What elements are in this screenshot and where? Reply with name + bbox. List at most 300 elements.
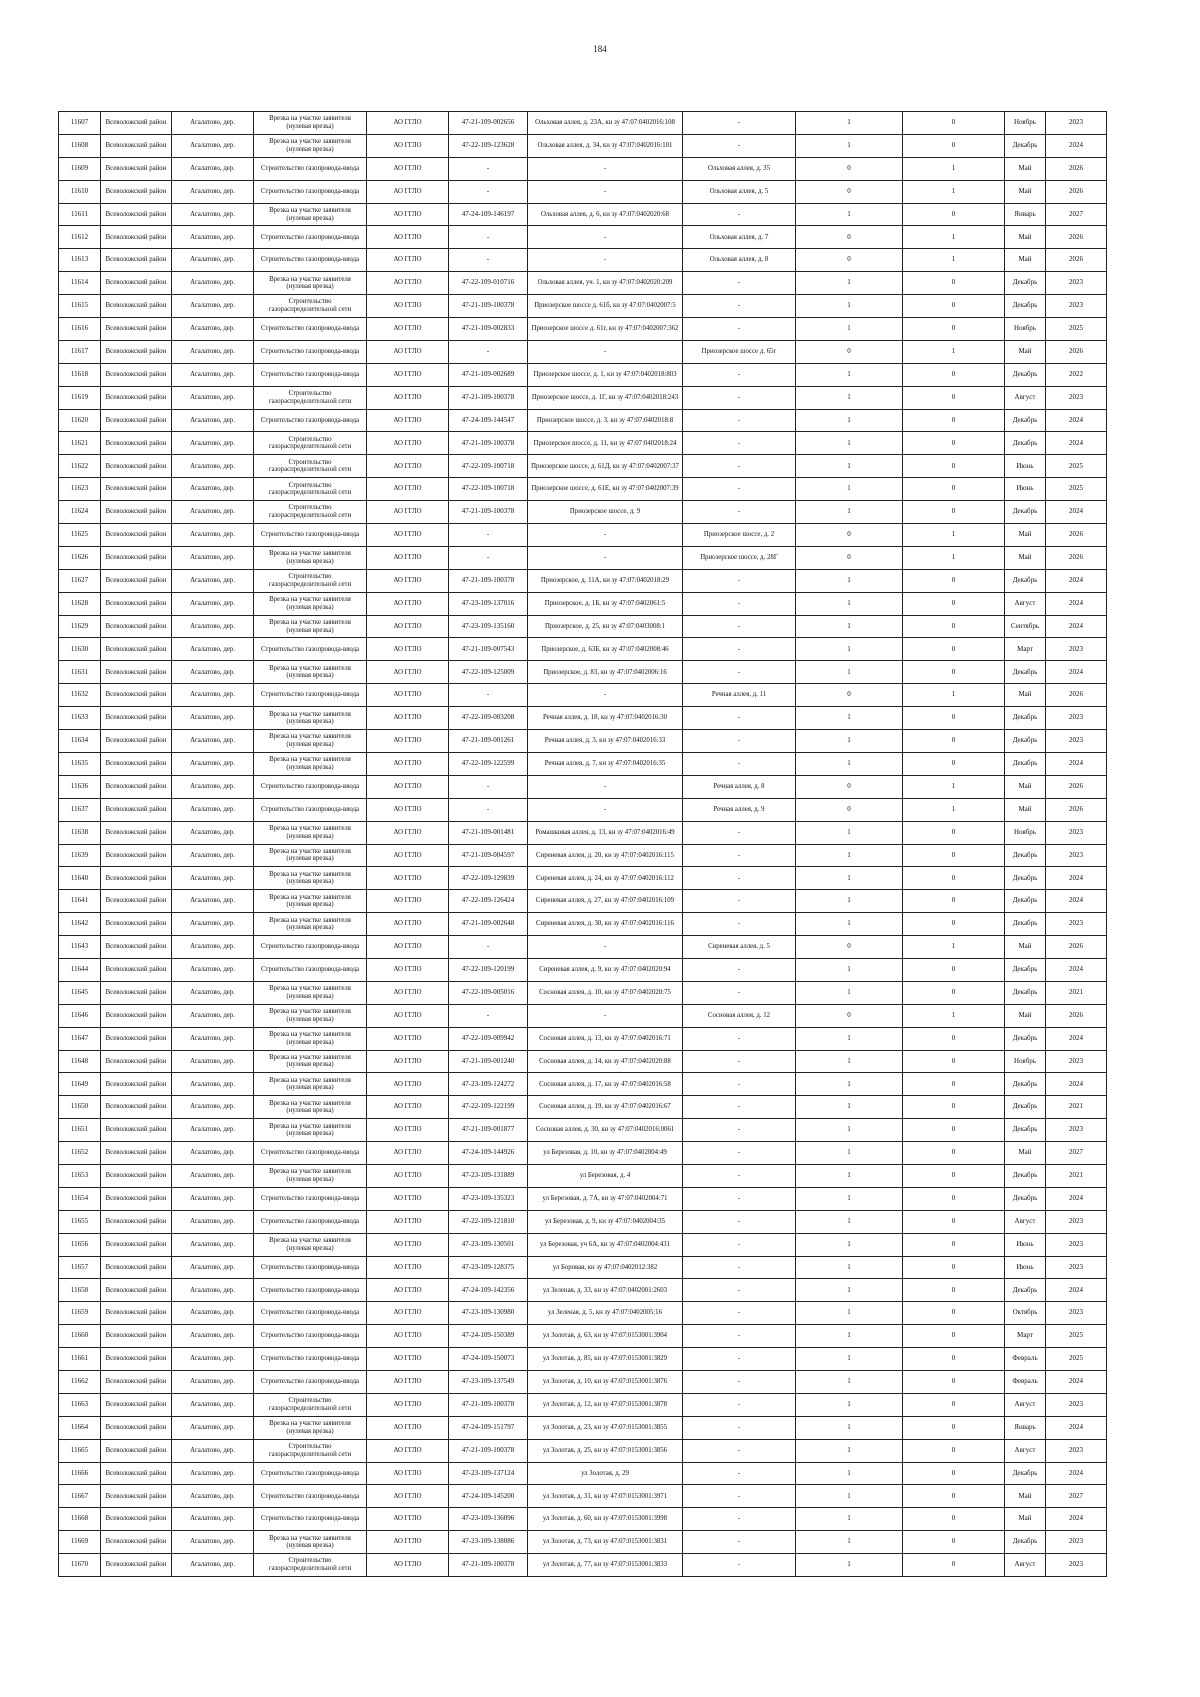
cell-month: Февраль xyxy=(1005,1370,1046,1393)
cell-planned-address: - xyxy=(683,203,796,226)
cell-count-existing: 0 xyxy=(796,936,903,959)
table-row xyxy=(59,386,1107,409)
cell-count-existing: 1 xyxy=(796,1370,903,1393)
cell-count-planned: 0 xyxy=(903,638,1005,661)
cell-row-number: 11617 xyxy=(59,340,101,363)
cell-row-number: 11667 xyxy=(59,1485,101,1508)
cell-district: Всеволожский район xyxy=(101,134,172,157)
cell-district: Всеволожский район xyxy=(101,821,172,844)
cell-address-cadastral: ул Золотая, д. 85, кн зу 47:07:0153001:3829 xyxy=(528,1348,683,1371)
cell-planned-address: Речная аллея, д. 11 xyxy=(683,684,796,707)
cell-month: Декабрь xyxy=(1005,661,1046,684)
cell-row-number: 11642 xyxy=(59,913,101,936)
cell-count-existing: 0 xyxy=(796,684,903,707)
cell-year: 2024 xyxy=(1046,1279,1107,1302)
cell-count-planned: 1 xyxy=(903,157,1005,180)
cell-address-cadastral: ул Золотая, д. 10, кн зу 47:07:0153001:3876 xyxy=(528,1370,683,1393)
cell-count-planned: 0 xyxy=(903,615,1005,638)
cell-address-cadastral: Приозерское, д. 83, кн зу 47:07:0402006:16 xyxy=(528,661,683,684)
cell-contract-number: 47-22-109-126424 xyxy=(449,890,528,913)
cell-contract-number: - xyxy=(449,936,528,959)
cell-settlement: Агалатово, дер. xyxy=(172,867,254,890)
cell-settlement: Агалатово, дер. xyxy=(172,1508,254,1531)
cell-row-number: 11614 xyxy=(59,272,101,295)
cell-contract-number: 47-22-109-010716 xyxy=(449,272,528,295)
cell-district: Всеволожский район xyxy=(101,180,172,203)
table-row xyxy=(59,1096,1107,1119)
cell-work-type: Врезка на участке заявителя (нулевая врезка) xyxy=(254,1027,367,1050)
cell-district: Всеволожский район xyxy=(101,638,172,661)
cell-address-cadastral: Сосновая аллея, д. 13, кн зу 47:07:0402016:71 xyxy=(528,1027,683,1050)
cell-district: Всеволожский район xyxy=(101,592,172,615)
cell-district: Всеволожский район xyxy=(101,752,172,775)
cell-address-cadastral: ул Зеленая, д. 5, кн зу 47:07:0402005:16 xyxy=(528,1302,683,1325)
cell-year: 2021 xyxy=(1046,981,1107,1004)
cell-contract-number: 47-21-109-001261 xyxy=(449,730,528,753)
table-row xyxy=(59,295,1107,318)
table-row xyxy=(59,1004,1107,1027)
cell-district: Всеволожский район xyxy=(101,1554,172,1577)
cell-row-number: 11643 xyxy=(59,936,101,959)
cell-planned-address: - xyxy=(683,752,796,775)
cell-contract-number: 47-22-109-003208 xyxy=(449,707,528,730)
cell-count-planned: 1 xyxy=(903,936,1005,959)
cell-contract-number: 47-23-109-135323 xyxy=(449,1187,528,1210)
cell-contract-number: 47-23-109-128375 xyxy=(449,1256,528,1279)
table-row xyxy=(59,1142,1107,1165)
cell-work-type: Строительство газораспределительной сети xyxy=(254,569,367,592)
cell-settlement: Агалатово, дер. xyxy=(172,134,254,157)
cell-count-planned: 0 xyxy=(903,1233,1005,1256)
cell-address-cadastral: - xyxy=(528,798,683,821)
cell-planned-address: - xyxy=(683,1325,796,1348)
cell-work-type: Строительство газопровода-ввода xyxy=(254,1302,367,1325)
cell-work-type: Врезка на участке заявителя (нулевая врезка) xyxy=(254,1096,367,1119)
cell-count-existing: 0 xyxy=(796,1004,903,1027)
cell-organization: АО ГГЛО xyxy=(367,112,449,135)
cell-work-type: Строительство газораспределительной сети xyxy=(254,386,367,409)
cell-row-number: 11657 xyxy=(59,1256,101,1279)
cell-organization: АО ГГЛО xyxy=(367,1210,449,1233)
cell-planned-address: - xyxy=(683,318,796,341)
cell-organization: АО ГГЛО xyxy=(367,615,449,638)
cell-settlement: Агалатово, дер. xyxy=(172,936,254,959)
cell-organization: АО ГГЛО xyxy=(367,661,449,684)
cell-settlement: Агалатово, дер. xyxy=(172,1187,254,1210)
cell-year: 2027 xyxy=(1046,203,1107,226)
cell-organization: АО ГГЛО xyxy=(367,958,449,981)
cell-address-cadastral: Ольховая аллея, д. 34, кн зу 47:07:0402016:101 xyxy=(528,134,683,157)
cell-district: Всеволожский район xyxy=(101,661,172,684)
cell-count-existing: 1 xyxy=(796,1348,903,1371)
cell-count-existing: 0 xyxy=(796,546,903,569)
cell-planned-address: - xyxy=(683,707,796,730)
cell-count-existing: 1 xyxy=(796,1210,903,1233)
cell-contract-number: 47-22-109-122599 xyxy=(449,752,528,775)
cell-month: Май xyxy=(1005,798,1046,821)
cell-district: Всеволожский район xyxy=(101,1142,172,1165)
cell-contract-number: 47-24-109-145200 xyxy=(449,1485,528,1508)
cell-count-existing: 1 xyxy=(796,958,903,981)
cell-planned-address: Приозерское шоссе, д. 28Г xyxy=(683,546,796,569)
cell-year: 2024 xyxy=(1046,661,1107,684)
cell-year: 2024 xyxy=(1046,615,1107,638)
cell-contract-number: 47-22-109-120199 xyxy=(449,958,528,981)
cell-count-existing: 1 xyxy=(796,1279,903,1302)
table-row xyxy=(59,798,1107,821)
cell-count-existing: 1 xyxy=(796,1096,903,1119)
cell-organization: АО ГГЛО xyxy=(367,569,449,592)
table-row xyxy=(59,638,1107,661)
cell-organization: АО ГГЛО xyxy=(367,272,449,295)
cell-count-planned: 0 xyxy=(903,272,1005,295)
cell-work-type: Врезка на участке заявителя (нулевая врезка) xyxy=(254,1416,367,1439)
cell-organization: АО ГГЛО xyxy=(367,1233,449,1256)
cell-planned-address: - xyxy=(683,890,796,913)
cell-count-existing: 1 xyxy=(796,844,903,867)
cell-work-type: Строительство газопровода-ввода xyxy=(254,1508,367,1531)
cell-district: Всеволожский район xyxy=(101,546,172,569)
cell-organization: АО ГГЛО xyxy=(367,1370,449,1393)
cell-planned-address: - xyxy=(683,363,796,386)
cell-work-type: Строительство газопровода-ввода xyxy=(254,1485,367,1508)
cell-month: Июнь xyxy=(1005,1233,1046,1256)
cell-count-existing: 1 xyxy=(796,1233,903,1256)
cell-district: Всеволожский район xyxy=(101,1256,172,1279)
cell-settlement: Агалатово, дер. xyxy=(172,1096,254,1119)
table-row xyxy=(59,958,1107,981)
cell-district: Всеволожский район xyxy=(101,1050,172,1073)
cell-row-number: 11649 xyxy=(59,1073,101,1096)
cell-district: Всеволожский район xyxy=(101,1027,172,1050)
cell-count-existing: 1 xyxy=(796,730,903,753)
cell-planned-address: - xyxy=(683,661,796,684)
cell-count-planned: 0 xyxy=(903,867,1005,890)
cell-work-type: Врезка на участке заявителя (нулевая врезка) xyxy=(254,730,367,753)
table-row xyxy=(59,1416,1107,1439)
cell-contract-number: - xyxy=(449,684,528,707)
cell-district: Всеволожский район xyxy=(101,1485,172,1508)
cell-row-number: 11666 xyxy=(59,1462,101,1485)
cell-district: Всеволожский район xyxy=(101,272,172,295)
cell-organization: АО ГГЛО xyxy=(367,1004,449,1027)
table-row xyxy=(59,592,1107,615)
cell-month: Декабрь xyxy=(1005,272,1046,295)
cell-address-cadastral: Приозерское, д. 1Б, кн зу 47:07:0402061:5 xyxy=(528,592,683,615)
cell-settlement: Агалатово, дер. xyxy=(172,1393,254,1416)
cell-month: Декабрь xyxy=(1005,730,1046,753)
cell-row-number: 11624 xyxy=(59,501,101,524)
cell-contract-number: 47-21-109-100378 xyxy=(449,569,528,592)
cell-address-cadastral: ул Золотая, д. 23, кн зу 47:07:0153001:3855 xyxy=(528,1416,683,1439)
table-row xyxy=(59,1050,1107,1073)
cell-settlement: Агалатово, дер. xyxy=(172,157,254,180)
cell-work-type: Строительство газопровода-ввода xyxy=(254,1210,367,1233)
cell-organization: АО ГГЛО xyxy=(367,546,449,569)
cell-row-number: 11646 xyxy=(59,1004,101,1027)
cell-address-cadastral: Сиреневая аллея, д. 27, кн зу 47:07:0402016:109 xyxy=(528,890,683,913)
cell-month: Ноябрь xyxy=(1005,1050,1046,1073)
table-row xyxy=(59,684,1107,707)
cell-address-cadastral: - xyxy=(528,775,683,798)
cell-month: Декабрь xyxy=(1005,1279,1046,1302)
cell-row-number: 11669 xyxy=(59,1531,101,1554)
cell-year: 2024 xyxy=(1046,1073,1107,1096)
cell-row-number: 11627 xyxy=(59,569,101,592)
cell-count-existing: 1 xyxy=(796,707,903,730)
cell-row-number: 11636 xyxy=(59,775,101,798)
cell-count-existing: 1 xyxy=(796,318,903,341)
cell-year: 2021 xyxy=(1046,1164,1107,1187)
cell-year: 2027 xyxy=(1046,1485,1107,1508)
cell-count-existing: 0 xyxy=(796,340,903,363)
cell-year: 2025 xyxy=(1046,1348,1107,1371)
cell-count-planned: 0 xyxy=(903,821,1005,844)
cell-year: 2026 xyxy=(1046,340,1107,363)
cell-settlement: Агалатово, дер. xyxy=(172,1004,254,1027)
table-row xyxy=(59,1439,1107,1462)
cell-planned-address: Ольховая аллея, д. 7 xyxy=(683,226,796,249)
cell-count-existing: 1 xyxy=(796,913,903,936)
cell-organization: АО ГГЛО xyxy=(367,478,449,501)
cell-planned-address: - xyxy=(683,1439,796,1462)
cell-month: Май xyxy=(1005,524,1046,547)
cell-row-number: 11665 xyxy=(59,1439,101,1462)
cell-year: 2026 xyxy=(1046,524,1107,547)
cell-month: Декабрь xyxy=(1005,913,1046,936)
cell-organization: АО ГГЛО xyxy=(367,798,449,821)
cell-count-planned: 0 xyxy=(903,1325,1005,1348)
cell-row-number: 11629 xyxy=(59,615,101,638)
cell-work-type: Врезка на участке заявителя (нулевая врезка) xyxy=(254,821,367,844)
cell-settlement: Агалатово, дер. xyxy=(172,844,254,867)
cell-work-type: Строительство газораспределительной сети xyxy=(254,1554,367,1577)
cell-district: Всеволожский район xyxy=(101,1233,172,1256)
cell-count-existing: 1 xyxy=(796,1393,903,1416)
cell-work-type: Врезка на участке заявителя (нулевая врезка) xyxy=(254,1233,367,1256)
cell-month: Январь xyxy=(1005,203,1046,226)
cell-count-planned: 0 xyxy=(903,592,1005,615)
cell-work-type: Врезка на участке заявителя (нулевая врезка) xyxy=(254,1164,367,1187)
cell-row-number: 11652 xyxy=(59,1142,101,1165)
cell-count-planned: 0 xyxy=(903,569,1005,592)
cell-month: Декабрь xyxy=(1005,569,1046,592)
cell-year: 2023 xyxy=(1046,844,1107,867)
cell-settlement: Агалатово, дер. xyxy=(172,524,254,547)
cell-month: Февраль xyxy=(1005,1348,1046,1371)
cell-count-existing: 1 xyxy=(796,1164,903,1187)
cell-work-type: Врезка на участке заявителя (нулевая врезка) xyxy=(254,890,367,913)
cell-planned-address: - xyxy=(683,844,796,867)
cell-organization: АО ГГЛО xyxy=(367,936,449,959)
cell-contract-number: - xyxy=(449,340,528,363)
cell-work-type: Врезка на участке заявителя (нулевая врезка) xyxy=(254,1073,367,1096)
cell-row-number: 11628 xyxy=(59,592,101,615)
cell-settlement: Агалатово, дер. xyxy=(172,1050,254,1073)
cell-year: 2023 xyxy=(1046,1119,1107,1142)
cell-year: 2023 xyxy=(1046,1050,1107,1073)
cell-contract-number: - xyxy=(449,775,528,798)
cell-count-planned: 1 xyxy=(903,1004,1005,1027)
cell-count-planned: 0 xyxy=(903,363,1005,386)
cell-settlement: Агалатово, дер. xyxy=(172,1416,254,1439)
cell-planned-address: - xyxy=(683,478,796,501)
cell-address-cadastral: - xyxy=(528,340,683,363)
cell-count-existing: 1 xyxy=(796,134,903,157)
cell-organization: АО ГГЛО xyxy=(367,340,449,363)
cell-work-type: Строительство газопровода-ввода xyxy=(254,363,367,386)
cell-organization: АО ГГЛО xyxy=(367,1142,449,1165)
cell-row-number: 11662 xyxy=(59,1370,101,1393)
cell-address-cadastral: Ольховая аллея, д. 23А, кн зу 47:07:0402016:108 xyxy=(528,112,683,135)
cell-organization: АО ГГЛО xyxy=(367,775,449,798)
cell-work-type: Врезка на участке заявителя (нулевая врезка) xyxy=(254,1531,367,1554)
cell-count-existing: 1 xyxy=(796,638,903,661)
cell-year: 2026 xyxy=(1046,249,1107,272)
cell-address-cadastral: - xyxy=(528,524,683,547)
cell-year: 2024 xyxy=(1046,134,1107,157)
cell-address-cadastral: - xyxy=(528,249,683,272)
cell-organization: АО ГГЛО xyxy=(367,707,449,730)
cell-month: Декабрь xyxy=(1005,409,1046,432)
cell-month: Май xyxy=(1005,684,1046,707)
cell-count-planned: 0 xyxy=(903,1416,1005,1439)
cell-count-planned: 0 xyxy=(903,1531,1005,1554)
cell-count-existing: 1 xyxy=(796,112,903,135)
cell-year: 2026 xyxy=(1046,157,1107,180)
cell-row-number: 11621 xyxy=(59,432,101,455)
cell-count-planned: 0 xyxy=(903,958,1005,981)
cell-row-number: 11644 xyxy=(59,958,101,981)
cell-month: Май xyxy=(1005,157,1046,180)
cell-settlement: Агалатово, дер. xyxy=(172,1164,254,1187)
cell-planned-address: - xyxy=(683,1142,796,1165)
cell-month: Май xyxy=(1005,775,1046,798)
cell-year: 2026 xyxy=(1046,180,1107,203)
cell-district: Всеволожский район xyxy=(101,524,172,547)
cell-contract-number: 47-22-109-122199 xyxy=(449,1096,528,1119)
cell-count-existing: 0 xyxy=(796,798,903,821)
cell-row-number: 11637 xyxy=(59,798,101,821)
cell-district: Всеволожский район xyxy=(101,1302,172,1325)
cell-planned-address: - xyxy=(683,981,796,1004)
cell-contract-number: 47-24-109-142356 xyxy=(449,1279,528,1302)
cell-address-cadastral: ул Березовая, д. 4 xyxy=(528,1164,683,1187)
cell-count-existing: 1 xyxy=(796,1531,903,1554)
cell-count-existing: 1 xyxy=(796,592,903,615)
table-row xyxy=(59,1348,1107,1371)
table-row xyxy=(59,134,1107,157)
cell-planned-address: - xyxy=(683,958,796,981)
cell-work-type: Строительство газораспределительной сети xyxy=(254,432,367,455)
cell-count-planned: 0 xyxy=(903,409,1005,432)
cell-address-cadastral: Сиреневая аллея, д. 20, кн зу 47:07:0402016:115 xyxy=(528,844,683,867)
cell-work-type: Врезка на участке заявителя (нулевая врезка) xyxy=(254,615,367,638)
cell-count-existing: 1 xyxy=(796,661,903,684)
cell-organization: АО ГГЛО xyxy=(367,867,449,890)
cell-year: 2026 xyxy=(1046,684,1107,707)
cell-address-cadastral: ул Золотая, д. 29 xyxy=(528,1462,683,1485)
cell-month: Декабрь xyxy=(1005,1164,1046,1187)
cell-organization: АО ГГЛО xyxy=(367,1485,449,1508)
cell-organization: АО ГГЛО xyxy=(367,1531,449,1554)
cell-row-number: 11641 xyxy=(59,890,101,913)
cell-month: Май xyxy=(1005,1142,1046,1165)
cell-district: Всеволожский район xyxy=(101,226,172,249)
cell-count-planned: 0 xyxy=(903,1256,1005,1279)
cell-organization: АО ГГЛО xyxy=(367,1050,449,1073)
cell-district: Всеволожский район xyxy=(101,798,172,821)
cell-contract-number: 47-21-109-002656 xyxy=(449,112,528,135)
cell-settlement: Агалатово, дер. xyxy=(172,1073,254,1096)
cell-address-cadastral: - xyxy=(528,546,683,569)
cell-settlement: Агалатово, дер. xyxy=(172,1370,254,1393)
cell-count-existing: 1 xyxy=(796,295,903,318)
cell-district: Всеволожский район xyxy=(101,569,172,592)
table-row xyxy=(59,524,1107,547)
cell-settlement: Агалатово, дер. xyxy=(172,1439,254,1462)
cell-contract-number: 47-21-109-100378 xyxy=(449,1439,528,1462)
table-row xyxy=(59,707,1107,730)
cell-count-planned: 0 xyxy=(903,478,1005,501)
cell-planned-address: - xyxy=(683,1096,796,1119)
cell-planned-address: - xyxy=(683,112,796,135)
cell-year: 2024 xyxy=(1046,890,1107,913)
cell-settlement: Агалатово, дер. xyxy=(172,890,254,913)
cell-count-planned: 0 xyxy=(903,501,1005,524)
cell-settlement: Агалатово, дер. xyxy=(172,1531,254,1554)
cell-address-cadastral: Приозерское шоссе, д. 61Е, кн зу 47:07:0402007:39 xyxy=(528,478,683,501)
cell-contract-number: 47-23-109-130980 xyxy=(449,1302,528,1325)
cell-contract-number: 47-23-109-124272 xyxy=(449,1073,528,1096)
cell-address-cadastral: Приозерское шоссе, д. 61Д, кн зу 47:07:0402007:37 xyxy=(528,455,683,478)
cell-district: Всеволожский район xyxy=(101,1439,172,1462)
cell-month: Ноябрь xyxy=(1005,112,1046,135)
cell-year: 2023 xyxy=(1046,707,1107,730)
cell-planned-address: - xyxy=(683,1508,796,1531)
cell-count-planned: 0 xyxy=(903,203,1005,226)
cell-planned-address: - xyxy=(683,1462,796,1485)
cell-row-number: 11658 xyxy=(59,1279,101,1302)
cell-contract-number: 47-22-109-129839 xyxy=(449,867,528,890)
cell-month: Январь xyxy=(1005,1416,1046,1439)
table-row xyxy=(59,1279,1107,1302)
table-row xyxy=(59,1027,1107,1050)
cell-work-type: Строительство газораспределительной сети xyxy=(254,1439,367,1462)
table-row xyxy=(59,1210,1107,1233)
cell-row-number: 11654 xyxy=(59,1187,101,1210)
cell-count-planned: 0 xyxy=(903,1393,1005,1416)
cell-contract-number: 47-21-109-100378 xyxy=(449,386,528,409)
cell-row-number: 11613 xyxy=(59,249,101,272)
cell-settlement: Агалатово, дер. xyxy=(172,363,254,386)
cell-work-type: Строительство газопровода-ввода xyxy=(254,1462,367,1485)
cell-row-number: 11611 xyxy=(59,203,101,226)
cell-organization: АО ГГЛО xyxy=(367,134,449,157)
cell-month: Декабрь xyxy=(1005,707,1046,730)
cell-organization: АО ГГЛО xyxy=(367,409,449,432)
cell-work-type: Строительство газораспределительной сети xyxy=(254,295,367,318)
cell-district: Всеволожский район xyxy=(101,1370,172,1393)
cell-settlement: Агалатово, дер. xyxy=(172,1027,254,1050)
cell-district: Всеволожский район xyxy=(101,501,172,524)
table-row xyxy=(59,340,1107,363)
table-row xyxy=(59,867,1107,890)
cell-month: Ноябрь xyxy=(1005,318,1046,341)
cell-contract-number: 47-23-109-130501 xyxy=(449,1233,528,1256)
cell-count-planned: 0 xyxy=(903,1279,1005,1302)
cell-address-cadastral: Ольховая аллея, д. 6, кн зу 47:07:0402020:68 xyxy=(528,203,683,226)
